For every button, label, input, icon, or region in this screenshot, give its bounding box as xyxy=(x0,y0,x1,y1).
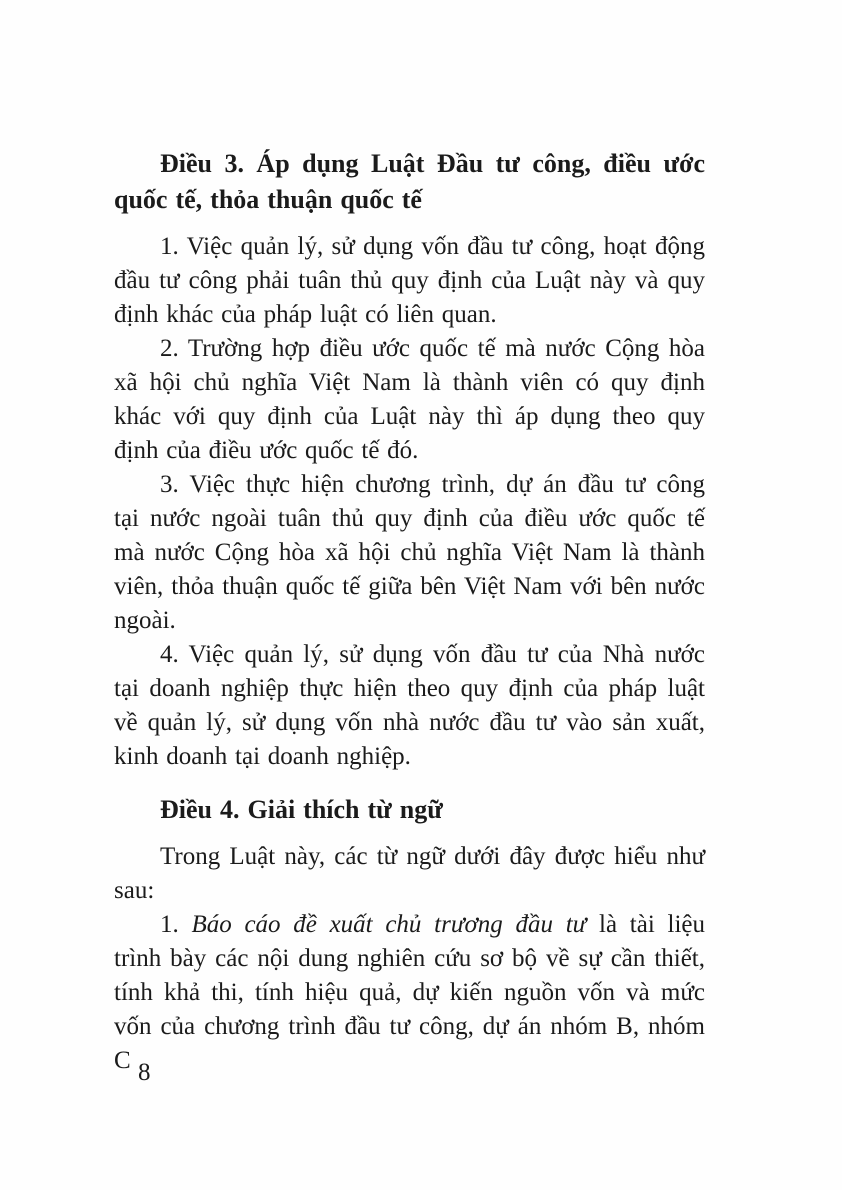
article-3-clause-1: 1. Việc quản lý, sử dụng vốn đầu tư công, hoạt động đầu tư công phải tuân thủ quy định của Luật này và quy định khác của pháp luật có liên quan. xyxy=(114,233,705,328)
page-content xyxy=(114,146,705,1078)
page-number: 8 xyxy=(138,1059,151,1086)
term-1-name: Báo cáo đề xuất chủ trương đầu tư xyxy=(191,911,587,938)
article-3-clause-4: 4. Việc quản lý, sử dụng vốn đầu tư của Nhà nước tại doanh nghiệp thực hiện theo quy định của pháp luật về quản lý, sử dụng vốn nhà nước đầu tư vào sản xuất, kinh doanh tại doanh nghiệp. xyxy=(114,641,705,770)
term-1-number: 1. xyxy=(160,911,192,938)
article-3-clause-2: 2. Trường hợp điều ước quốc tế mà nước Cộng hòa xã hội chủ nghĩa Việt Nam là thành viên có quy định khác với quy định của Luật này thì áp dụng theo quy định của điều ước quốc tế đó. xyxy=(114,335,705,464)
article-3-heading: Điều 3. Áp dụng Luật Đầu tư công, điều ước quốc tế, thỏa thuận quốc tế xyxy=(114,149,705,214)
term-1-definition: là tài liệu trình bày các nội dung nghiên cứu sơ bộ về sự cần thiết, tính khả thi, tính hiệu quả, dự kiến nguồn vốn và mức vốn của chương trình đầu tư công, dự án nhóm B, nhóm C xyxy=(114,911,705,1074)
article-4-term-1 xyxy=(114,908,705,1078)
article-4-heading: Điều 4. Giải thích từ ngữ xyxy=(160,795,443,824)
article-3-clause-3: 3. Việc thực hiện chương trình, dự án đầu tư công tại nước ngoài tuân thủ quy định của điều ước quốc tế mà nước Cộng hòa xã hội chủ nghĩa Việt Nam là thành viên, thỏa thuận quốc tế giữa bên Việt Nam với bên nước ngoài. xyxy=(114,471,705,634)
article-4-intro: Trong Luật này, các từ ngữ dưới đây được hiểu như sau: xyxy=(114,843,705,904)
